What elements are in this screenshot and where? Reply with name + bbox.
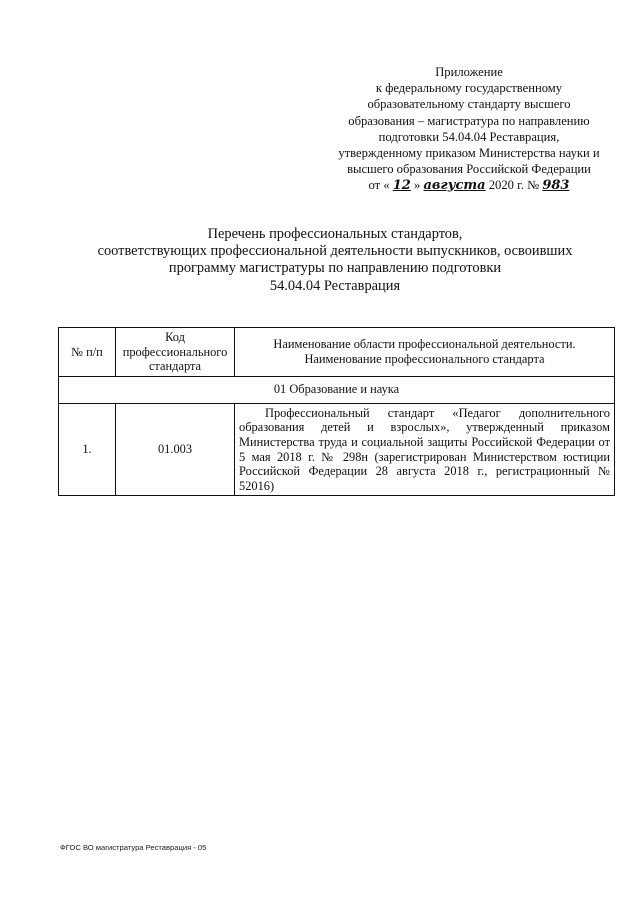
section-title: 01 Образование и наука bbox=[59, 376, 615, 403]
appendix-line: подготовки 54.04.04 Реставрация, bbox=[378, 129, 560, 144]
header-name-line: Наименование области профессиональной деятельности. bbox=[273, 337, 576, 352]
date-quote: » bbox=[410, 178, 424, 193]
standards-table bbox=[58, 327, 615, 496]
appendix-header bbox=[330, 64, 608, 195]
date-year: 2020 г. № bbox=[485, 178, 543, 193]
header-name bbox=[235, 328, 615, 377]
header-name-line: Наименование профессионального стандарта bbox=[304, 351, 545, 366]
row-code: 01.003 bbox=[116, 403, 235, 496]
title-line: Перечень профессиональных стандартов, bbox=[207, 226, 463, 242]
appendix-line: образования – магистратура по направлению bbox=[348, 113, 590, 128]
appendix-line: образовательному стандарту высшего bbox=[367, 97, 571, 112]
order-date-line bbox=[330, 177, 608, 194]
title-line: программу магистратуры по направлению подготовки bbox=[168, 260, 502, 277]
page-footer: ФГОС ВО магистратура Реставрация - 05 bbox=[60, 843, 207, 852]
row-name: Профессиональный стандарт «Педагог дополнительного образования детей и взрослых», утвержденный приказом Министерства труда и социальной защиты Российской Федерации от 5 мая 2018 г. № 298н (зарегистрирован Министерством юстиции Российской Федерации 28 августа 2018 г., регистрационный № 52016) bbox=[235, 403, 615, 496]
header-code-line: Код bbox=[165, 330, 185, 344]
handwritten-month: августа bbox=[423, 178, 486, 194]
date-prefix: от « bbox=[368, 178, 393, 193]
section-row bbox=[59, 376, 615, 403]
handwritten-day: 12 bbox=[392, 178, 411, 194]
appendix-line: высшего образования Российской Федерации bbox=[347, 162, 591, 177]
appendix-line: Приложение bbox=[435, 65, 503, 79]
title-line: соответствующих профессиональной деятельности выпускников, освоивших bbox=[97, 243, 573, 260]
handwritten-number: 983 bbox=[542, 178, 570, 194]
header-number: № п/п bbox=[59, 328, 116, 377]
header-code-line: стандарта bbox=[148, 359, 202, 374]
appendix-line: утвержденному приказом Министерства науки и bbox=[338, 146, 600, 161]
row-number: 1. bbox=[59, 403, 116, 496]
header-code-line: профессионального bbox=[122, 344, 228, 359]
document-title bbox=[60, 226, 610, 295]
appendix-line: к федеральному государственному bbox=[375, 81, 563, 96]
table-header-row bbox=[59, 328, 615, 377]
header-code bbox=[116, 328, 235, 377]
table-row bbox=[59, 403, 615, 496]
title-line: 54.04.04 Реставрация bbox=[269, 277, 401, 294]
